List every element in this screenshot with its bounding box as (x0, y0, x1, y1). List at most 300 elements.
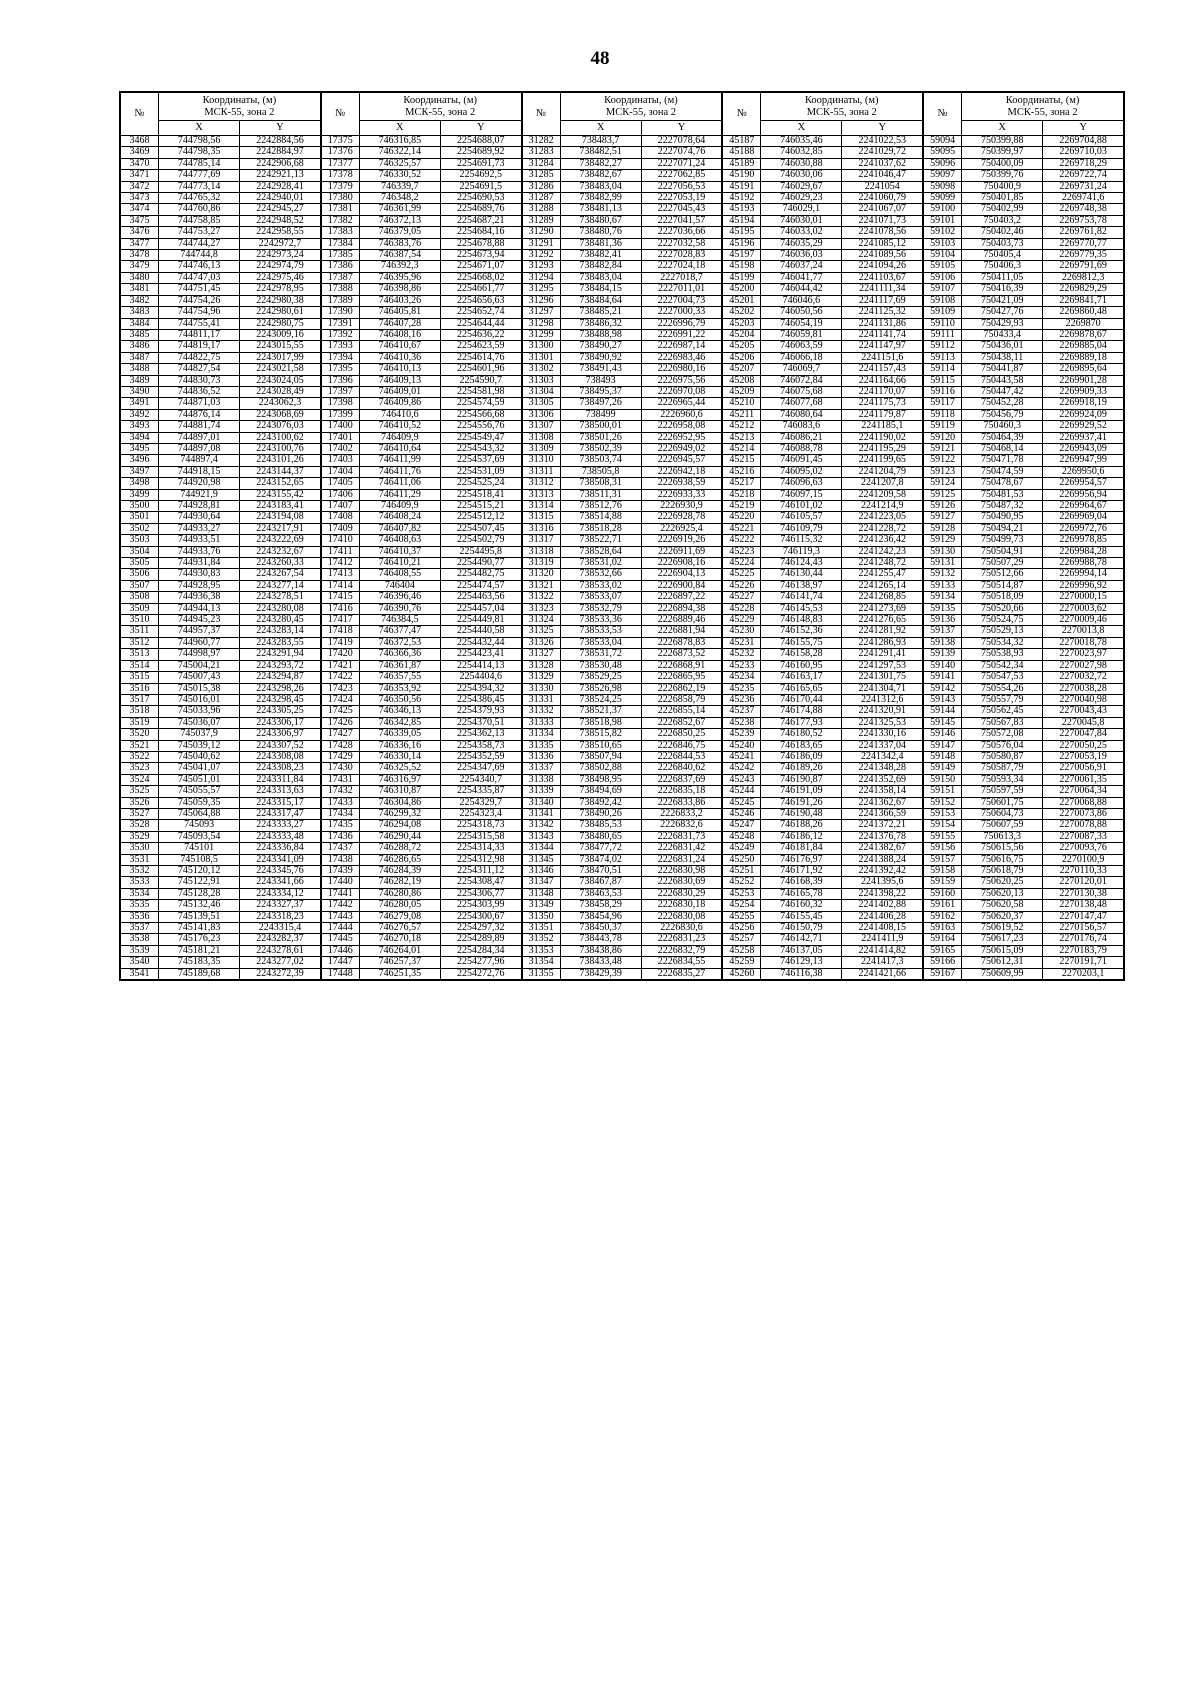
x-coordinate: 746160,95 (761, 660, 842, 671)
y-coordinate: 2226958,08 (641, 421, 722, 432)
coordinate-system-label: МСК-55, зона 2 (1007, 106, 1078, 118)
x-coordinate: 745189,68 (159, 968, 240, 980)
y-coordinate: 2241421,66 (842, 968, 923, 980)
point-number: 3501 (120, 512, 159, 523)
x-coordinate: 750416,39 (962, 284, 1043, 295)
point-number: 45209 (722, 386, 761, 397)
x-coordinate: 744871,03 (159, 398, 240, 409)
point-number: 59111 (923, 329, 962, 340)
x-coordinate: 738500,01 (560, 421, 641, 432)
x-coordinate: 746171,92 (761, 866, 842, 877)
y-coordinate: 2241276,65 (842, 615, 923, 626)
x-coordinate: 746410,37 (359, 546, 440, 557)
y-coordinate: 2269956,94 (1043, 489, 1124, 500)
column-header-x: X (962, 121, 1043, 136)
point-number: 45204 (722, 329, 761, 340)
point-number: 45255 (722, 911, 761, 922)
point-number: 31341 (522, 808, 561, 819)
point-number: 31346 (522, 866, 561, 877)
point-number: 45240 (722, 740, 761, 751)
point-number: 3531 (120, 854, 159, 865)
y-coordinate: 2254386,45 (440, 694, 521, 705)
point-number: 59150 (923, 774, 962, 785)
x-coordinate: 746286,65 (359, 854, 440, 865)
x-coordinate: 744798,56 (159, 136, 240, 147)
point-number: 17376 (321, 147, 360, 158)
point-number: 31353 (522, 945, 561, 956)
x-coordinate: 746288,72 (359, 843, 440, 854)
x-coordinate: 744754,26 (159, 295, 240, 306)
y-coordinate: 2243015,55 (240, 341, 321, 352)
x-coordinate: 750456,79 (962, 409, 1043, 420)
x-coordinate: 750619,52 (962, 923, 1043, 934)
y-coordinate: 2241286,93 (842, 637, 923, 648)
y-coordinate: 2254490,77 (440, 558, 521, 569)
point-number: 31312 (522, 478, 561, 489)
x-coordinate: 746091,45 (761, 455, 842, 466)
x-coordinate: 746101,02 (761, 501, 842, 512)
y-coordinate: 2226831,42 (641, 843, 722, 854)
y-coordinate: 2254566,68 (440, 409, 521, 420)
y-coordinate: 2254691,73 (440, 158, 521, 169)
x-coordinate: 750399,88 (962, 136, 1043, 147)
point-number: 3469 (120, 147, 159, 158)
y-coordinate: 2269984,28 (1043, 546, 1124, 557)
y-coordinate: 2270191,71 (1043, 957, 1124, 968)
y-coordinate: 2254574,59 (440, 398, 521, 409)
column-header-number: № (923, 92, 962, 136)
table-row (120, 227, 1124, 238)
y-coordinate: 2243024,05 (240, 375, 321, 386)
point-number: 45196 (722, 238, 761, 249)
x-coordinate: 750576,04 (962, 740, 1043, 751)
point-number: 31314 (522, 501, 561, 512)
point-number: 3511 (120, 626, 159, 637)
y-coordinate: 2227032,58 (641, 238, 722, 249)
point-number: 59166 (923, 957, 962, 968)
point-number: 17429 (321, 751, 360, 762)
table-row (120, 136, 1124, 147)
x-coordinate: 750512,66 (962, 569, 1043, 580)
table-row (120, 318, 1124, 329)
y-coordinate: 2254482,75 (440, 569, 521, 580)
x-coordinate: 750474,59 (962, 466, 1043, 477)
x-coordinate: 746336,16 (359, 740, 440, 751)
coordinates-table (119, 91, 1125, 981)
point-number: 59162 (923, 911, 962, 922)
point-number: 45234 (722, 672, 761, 683)
x-coordinate: 746294,08 (359, 820, 440, 831)
x-coordinate: 738530,48 (560, 660, 641, 671)
y-coordinate: 2254644,44 (440, 318, 521, 329)
point-number: 17393 (321, 341, 360, 352)
point-number: 3505 (120, 558, 159, 569)
y-coordinate: 2270093,76 (1043, 843, 1124, 854)
y-coordinate: 2241103,67 (842, 272, 923, 283)
point-number: 17417 (321, 615, 360, 626)
y-coordinate: 2270183,79 (1043, 945, 1124, 956)
x-coordinate: 745064,88 (159, 808, 240, 819)
y-coordinate: 2226852,67 (641, 717, 722, 728)
y-coordinate: 2270043,43 (1043, 706, 1124, 717)
table-row (120, 877, 1124, 888)
point-number: 45253 (722, 888, 761, 899)
x-coordinate: 738470,51 (560, 866, 641, 877)
y-coordinate: 2269791,69 (1043, 261, 1124, 272)
point-number: 31319 (522, 558, 561, 569)
x-coordinate: 744936,38 (159, 592, 240, 603)
y-coordinate: 2254656,63 (440, 295, 521, 306)
table-row (120, 900, 1124, 911)
point-number: 31300 (522, 341, 561, 352)
point-number: 45256 (722, 923, 761, 934)
point-number: 59108 (923, 295, 962, 306)
point-number: 3482 (120, 295, 159, 306)
x-coordinate: 746409,01 (359, 386, 440, 397)
point-number: 59135 (923, 603, 962, 614)
x-coordinate: 750447,42 (962, 386, 1043, 397)
y-coordinate: 2254449,81 (440, 615, 521, 626)
point-number: 3498 (120, 478, 159, 489)
x-coordinate: 746316,85 (359, 136, 440, 147)
table-row (120, 592, 1124, 603)
x-coordinate: 746404 (359, 580, 440, 591)
y-coordinate: 2241089,56 (842, 250, 923, 261)
point-number: 31350 (522, 911, 561, 922)
y-coordinate: 2226952,95 (641, 432, 722, 443)
x-coordinate: 744827,54 (159, 364, 240, 375)
x-coordinate: 750411,05 (962, 272, 1043, 283)
y-coordinate: 2241402,88 (842, 900, 923, 911)
point-number: 45211 (722, 409, 761, 420)
point-number: 59129 (923, 535, 962, 546)
x-coordinate: 746119,3 (761, 546, 842, 557)
x-coordinate: 746186,12 (761, 831, 842, 842)
x-coordinate: 746050,56 (761, 307, 842, 318)
x-coordinate: 744765,32 (159, 193, 240, 204)
point-number: 3532 (120, 866, 159, 877)
y-coordinate: 2269722,74 (1043, 170, 1124, 181)
x-coordinate: 750604,73 (962, 808, 1043, 819)
point-number: 3522 (120, 751, 159, 762)
y-coordinate: 2226960,6 (641, 409, 722, 420)
point-number: 17388 (321, 284, 360, 295)
point-number: 45225 (722, 569, 761, 580)
y-coordinate: 2269943,09 (1043, 443, 1124, 454)
x-coordinate: 746390,76 (359, 603, 440, 614)
point-number: 59138 (923, 637, 962, 648)
x-coordinate: 738481,13 (560, 204, 641, 215)
point-number: 3470 (120, 158, 159, 169)
y-coordinate: 2226991,22 (641, 329, 722, 340)
y-coordinate: 2254556,76 (440, 421, 521, 432)
y-coordinate: 2254525,24 (440, 478, 521, 489)
table-row (120, 808, 1124, 819)
point-number: 17408 (321, 512, 360, 523)
y-coordinate: 2254347,69 (440, 763, 521, 774)
table-row (120, 170, 1124, 181)
x-coordinate: 746097,15 (761, 489, 842, 500)
column-header-x: X (359, 121, 440, 136)
point-number: 3493 (120, 421, 159, 432)
point-number: 59126 (923, 501, 962, 512)
x-coordinate: 744760,86 (159, 204, 240, 215)
x-coordinate: 744836,52 (159, 386, 240, 397)
point-number: 3538 (120, 934, 159, 945)
x-coordinate: 750399,76 (962, 170, 1043, 181)
x-coordinate: 746325,57 (359, 158, 440, 169)
y-coordinate: 2241223,05 (842, 512, 923, 523)
point-number: 59145 (923, 717, 962, 728)
point-number: 17412 (321, 558, 360, 569)
y-coordinate: 2226858,79 (641, 694, 722, 705)
x-coordinate: 746035,46 (761, 136, 842, 147)
point-number: 31335 (522, 740, 561, 751)
x-coordinate: 738532,66 (560, 569, 641, 580)
x-coordinate: 745033,96 (159, 706, 240, 717)
y-coordinate: 2241388,24 (842, 854, 923, 865)
y-coordinate: 2254335,87 (440, 786, 521, 797)
x-coordinate: 750620,25 (962, 877, 1043, 888)
y-coordinate: 2270013,8 (1043, 626, 1124, 637)
point-number: 17421 (321, 660, 360, 671)
y-coordinate: 2226900,84 (641, 580, 722, 591)
x-coordinate: 745139,51 (159, 911, 240, 922)
point-number: 45250 (722, 854, 761, 865)
column-header-number: № (522, 92, 561, 136)
point-number: 31334 (522, 729, 561, 740)
x-coordinate: 746405,81 (359, 307, 440, 318)
point-number: 59157 (923, 854, 962, 865)
x-coordinate: 746396,46 (359, 592, 440, 603)
y-coordinate: 2241199,65 (842, 455, 923, 466)
x-coordinate: 750618,79 (962, 866, 1043, 877)
y-coordinate: 2226942,18 (641, 466, 722, 477)
column-header-y: Y (641, 121, 722, 136)
table-row (120, 432, 1124, 443)
x-coordinate: 750620,13 (962, 888, 1043, 899)
x-coordinate: 744785,14 (159, 158, 240, 169)
x-coordinate: 746030,01 (761, 215, 842, 226)
point-number: 3535 (120, 900, 159, 911)
table-row (120, 603, 1124, 614)
coordinates-title: Координаты, (м) (202, 94, 277, 106)
point-number: 45244 (722, 786, 761, 797)
point-number: 3525 (120, 786, 159, 797)
point-number: 59146 (923, 729, 962, 740)
point-number: 45193 (722, 204, 761, 215)
y-coordinate: 2241151,6 (842, 352, 923, 363)
y-coordinate: 2243315,4 (240, 923, 321, 934)
point-number: 45224 (722, 558, 761, 569)
y-coordinate: 2241301,75 (842, 672, 923, 683)
point-number: 17386 (321, 261, 360, 272)
y-coordinate: 2226833,2 (641, 808, 722, 819)
table-row (120, 786, 1124, 797)
point-number: 17414 (321, 580, 360, 591)
y-coordinate: 2270045,8 (1043, 717, 1124, 728)
x-coordinate: 750607,59 (962, 820, 1043, 831)
x-coordinate: 746148,83 (761, 615, 842, 626)
y-coordinate: 2254318,73 (440, 820, 521, 831)
y-coordinate: 2254432,44 (440, 637, 521, 648)
point-number: 3499 (120, 489, 159, 500)
point-number: 31336 (522, 751, 561, 762)
x-coordinate: 746069,7 (761, 364, 842, 375)
y-coordinate: 2269954,57 (1043, 478, 1124, 489)
y-coordinate: 2270120,01 (1043, 877, 1124, 888)
point-number: 17448 (321, 968, 360, 980)
point-number: 3529 (120, 831, 159, 842)
coordinate-system-label: МСК-55, зона 2 (405, 106, 476, 118)
y-coordinate: 2254689,76 (440, 204, 521, 215)
point-number: 17439 (321, 866, 360, 877)
y-coordinate: 2254289,89 (440, 934, 521, 945)
y-coordinate: 2227018,7 (641, 272, 722, 283)
y-coordinate: 2254340,7 (440, 774, 521, 785)
point-number: 31348 (522, 888, 561, 899)
point-number: 3468 (120, 136, 159, 147)
x-coordinate: 745041,07 (159, 763, 240, 774)
y-coordinate: 2241131,86 (842, 318, 923, 329)
x-coordinate: 738480,65 (560, 831, 641, 842)
point-number: 45202 (722, 307, 761, 318)
point-number: 31355 (522, 968, 561, 980)
point-number: 31331 (522, 694, 561, 705)
x-coordinate: 746165,78 (761, 888, 842, 899)
table-row (120, 398, 1124, 409)
x-coordinate: 744822,75 (159, 352, 240, 363)
y-coordinate: 2243298,45 (240, 694, 321, 705)
point-number: 17400 (321, 421, 360, 432)
x-coordinate: 738482,67 (560, 170, 641, 181)
y-coordinate: 2243183,41 (240, 501, 321, 512)
x-coordinate: 744928,95 (159, 580, 240, 591)
table-row (120, 329, 1124, 340)
y-coordinate: 2254652,74 (440, 307, 521, 318)
point-number: 59122 (923, 455, 962, 466)
y-coordinate: 2242884,56 (240, 136, 321, 147)
x-coordinate: 746387,54 (359, 250, 440, 261)
x-coordinate: 738443,78 (560, 934, 641, 945)
point-number: 59164 (923, 934, 962, 945)
point-number: 17420 (321, 649, 360, 660)
point-number: 3537 (120, 923, 159, 934)
point-number: 45239 (722, 729, 761, 740)
x-coordinate: 738458,29 (560, 900, 641, 911)
point-number: 17419 (321, 637, 360, 648)
y-coordinate: 2243100,76 (240, 443, 321, 454)
x-coordinate: 746407,82 (359, 523, 440, 534)
x-coordinate: 750518,09 (962, 592, 1043, 603)
column-header-y: Y (842, 121, 923, 136)
x-coordinate: 744945,23 (159, 615, 240, 626)
x-coordinate: 738484,15 (560, 284, 641, 295)
x-coordinate: 746330,52 (359, 170, 440, 181)
point-number: 3491 (120, 398, 159, 409)
point-number: 31311 (522, 466, 561, 477)
point-number: 45241 (722, 751, 761, 762)
y-coordinate: 2243155,42 (240, 489, 321, 500)
y-coordinate: 2243021,58 (240, 364, 321, 375)
x-coordinate: 738508,31 (560, 478, 641, 489)
point-number: 3502 (120, 523, 159, 534)
y-coordinate: 2270038,28 (1043, 683, 1124, 694)
x-coordinate: 746066,18 (761, 352, 842, 363)
point-number: 17398 (321, 398, 360, 409)
point-number: 3489 (120, 375, 159, 386)
point-number: 45254 (722, 900, 761, 911)
y-coordinate: 2243345,76 (240, 866, 321, 877)
x-coordinate: 738521,37 (560, 706, 641, 717)
point-number: 31305 (522, 398, 561, 409)
y-coordinate: 2227053,19 (641, 193, 722, 204)
y-coordinate: 2243278,61 (240, 945, 321, 956)
y-coordinate: 2243341,66 (240, 877, 321, 888)
x-coordinate: 738486,32 (560, 318, 641, 329)
point-number: 59104 (923, 250, 962, 261)
y-coordinate: 2243272,39 (240, 968, 321, 980)
point-number: 59106 (923, 272, 962, 283)
coordinates-title: Координаты, (м) (1005, 94, 1080, 106)
y-coordinate: 2243100,62 (240, 432, 321, 443)
point-number: 31294 (522, 272, 561, 283)
point-number: 3481 (120, 284, 159, 295)
y-coordinate: 2226930,9 (641, 501, 722, 512)
x-coordinate: 746124,43 (761, 558, 842, 569)
point-number: 31313 (522, 489, 561, 500)
y-coordinate: 2254636,22 (440, 329, 521, 340)
x-coordinate: 750460,3 (962, 421, 1043, 432)
x-coordinate: 746105,57 (761, 512, 842, 523)
point-number: 45258 (722, 945, 761, 956)
x-coordinate: 750429,93 (962, 318, 1043, 329)
x-coordinate: 746372,13 (359, 215, 440, 226)
table-row (120, 215, 1124, 226)
y-coordinate: 2241094,26 (842, 261, 923, 272)
point-number: 17444 (321, 923, 360, 934)
y-coordinate: 2227004,73 (641, 295, 722, 306)
y-coordinate: 2226831,24 (641, 854, 722, 865)
x-coordinate: 746183,65 (761, 740, 842, 751)
table-row (120, 945, 1124, 956)
y-coordinate: 2254394,32 (440, 683, 521, 694)
point-number: 3487 (120, 352, 159, 363)
x-coordinate: 738505,8 (560, 466, 641, 477)
point-number: 45207 (722, 364, 761, 375)
x-coordinate: 750613,3 (962, 831, 1043, 842)
x-coordinate: 738502,88 (560, 763, 641, 774)
x-coordinate: 744933,27 (159, 523, 240, 534)
point-number: 31354 (522, 957, 561, 968)
y-coordinate: 2269770,77 (1043, 238, 1124, 249)
point-number: 17385 (321, 250, 360, 261)
x-coordinate: 746408,16 (359, 329, 440, 340)
point-number: 3534 (120, 888, 159, 899)
x-coordinate: 746408,63 (359, 535, 440, 546)
x-coordinate: 738515,82 (560, 729, 641, 740)
y-coordinate: 2270061,35 (1043, 774, 1124, 785)
y-coordinate: 2270050,25 (1043, 740, 1124, 751)
y-coordinate: 2241304,71 (842, 683, 923, 694)
x-coordinate: 745039,12 (159, 740, 240, 751)
y-coordinate: 2242921,13 (240, 170, 321, 181)
y-coordinate: 2241330,16 (842, 729, 923, 740)
point-number: 3479 (120, 261, 159, 272)
y-coordinate: 2270130,38 (1043, 888, 1124, 899)
y-coordinate: 2254512,12 (440, 512, 521, 523)
point-number: 31339 (522, 786, 561, 797)
